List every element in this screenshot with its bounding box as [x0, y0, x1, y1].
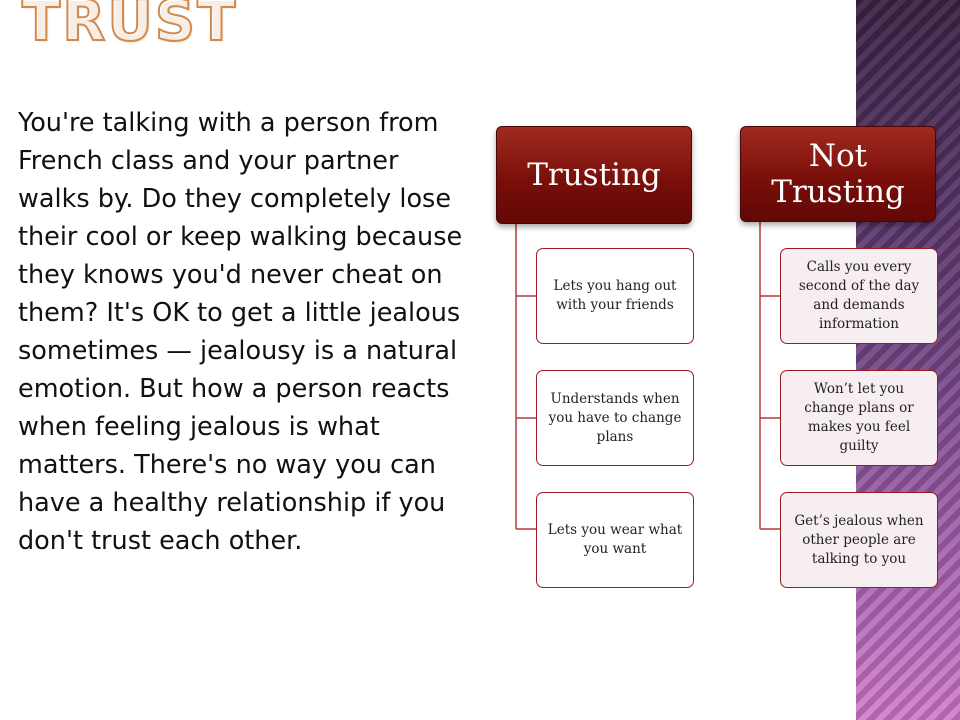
not-trusting-item-2-text: Won’t let you change plans or makes you feel guilty — [804, 381, 914, 454]
trusting-item-3 — [536, 492, 694, 588]
trusting-header — [496, 126, 692, 224]
not-trusting-item-1-text: Calls you every second of the day and demands information — [798, 259, 920, 332]
trusting-item-1 — [536, 248, 694, 344]
trusting-item-1-text: Lets you hang out with your friends — [553, 278, 677, 313]
not-trusting-header — [740, 126, 936, 222]
slide-title: TRUST — [22, 0, 238, 54]
not-trusting-header-label: Not Trusting — [771, 138, 905, 210]
trusting-header-label: Trusting — [527, 157, 661, 193]
trusting-item-2-text: Understands when you have to change plans — [548, 390, 682, 445]
not-trusting-item-3 — [780, 492, 938, 588]
trusting-item-2 — [536, 370, 694, 466]
not-trusting-item-2 — [780, 370, 938, 466]
slide-body-text: You're talking with a person from French class and your partner walks by. Do they completely lose their cool or keep walking because they knows you'd never cheat on them? It's OK to get a little jealous sometimes — jealousy is a natural emotion. But how a person reacts when feeling jealous is what matters. There's no way you can have a healthy relationship if you don't trust each other. — [18, 108, 463, 556]
trusting-item-3-text: Lets you wear what you want — [547, 522, 683, 557]
not-trusting-item-3-text: Get’s jealous when other people are talking to you — [794, 512, 924, 567]
not-trusting-item-1 — [780, 248, 938, 344]
